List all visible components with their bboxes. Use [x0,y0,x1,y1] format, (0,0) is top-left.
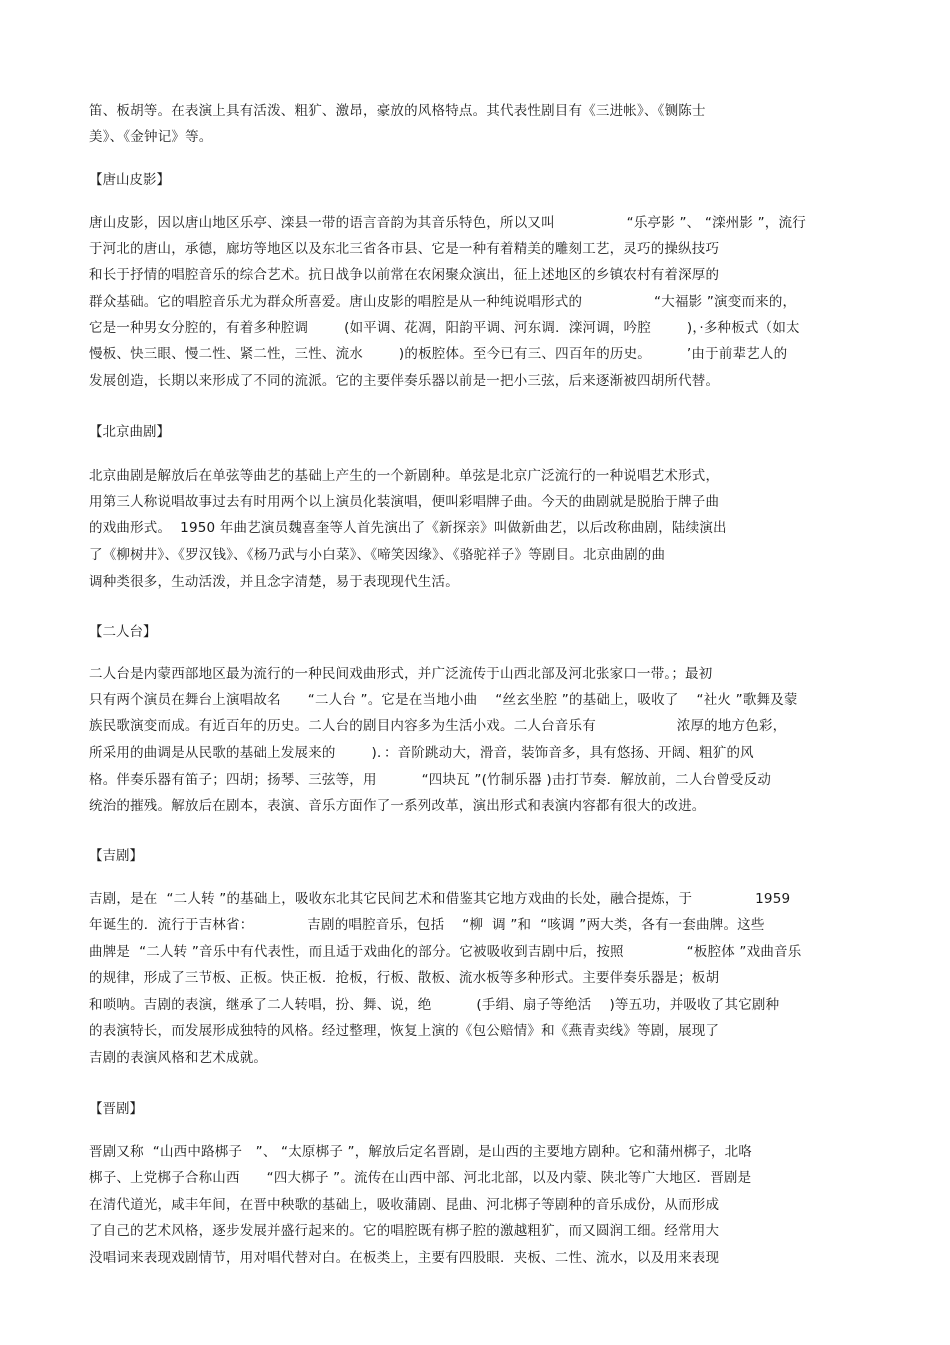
text-line: 了《柳树井》、《罗汉钱》、《杨乃武与小白菜》、《啼笑因缘》、《骆驼祥子》等剧目。北京曲剧的曲 [89,547,666,563]
text-line: 它是一种男女分腔的，有着多种腔调 (如平调、花凋，阳韵平调、河东调．滦河调，吟腔 )，·多种板式（如太 [89,320,800,336]
text-line: 美》、《金钟记》等。 [89,129,213,145]
text-line: 统治的摧残。解放后在剧本，表演、音乐方面作了一系列改革，演出形式和表演内容都有很大的改进。 [89,798,706,814]
text-line: 族民歌演变而成。有近百年的历史。二人台的剧目内容多为生活小戏。二人台音乐有 浓厚的地方色彩， [89,718,787,734]
text-line: 发展创造，长期以来形成了不同的流派。它的主要伴奏乐器以前是一把小三弦，后来逐渐被四胡所代替。 [89,373,720,389]
text-line: 二人台是内蒙西部地区最为流行的一种民间戏曲形式，并广泛流传于山西北部及河北张家口一带。；最初 [89,666,713,682]
text-line: 年诞生的．流行于吉林省： 吉剧的唱腔音乐，包括 “柳 调 ”和 “咳调 ”两大类，各有一套曲牌。这些 [89,917,765,933]
text-line: 吉剧，是在 “二人转 ”的基础上，吸收东北其它民间艺术和借鉴其它地方戏曲的长处，融合提炼，于 1959 [89,891,791,907]
section-heading-errentai: 【二人台】 [89,624,157,640]
text-line: 群众基础。它的唱腔音乐尤为群众所喜爱。唐山皮影的唱腔是从一种纯说唱形式的 “大福影 ”演变而来的， [89,294,797,310]
text-line: 的表演特长，而发展形成独特的风格。经过整理，恢复上演的《包公赔情》和《燕青卖线》等剧，展现了 [89,1023,720,1039]
text-line: 了自己的艺术风格，逐步发展并盛行起来的。它的唱腔既有梆子腔的激越粗犷，而又圆润工细。经常用大 [89,1223,720,1239]
text-line: 北京曲剧是解放后在单弦等曲艺的基础上产生的一个新剧种。单弦是北京广泛流行的一种说唱艺术形式， [89,468,720,484]
section-heading-beijing-quju: 【北京曲剧】 [89,424,170,440]
text-line: 只有两个演员在舞台上演唱故名 “二人台 ”。它是在当地小曲 “丝玄坐腔 ”的基础上，吸收了 “社火 ”歌舞及蒙 [89,692,798,708]
text-line: 格。伴奏乐器有笛子；四胡；扬琴、三弦等，用 “四块瓦 ”(竹制乐器 )击打节奏．解放前，二人台曾受反动 [89,772,772,788]
text-line: 笛、板胡等。在表演上具有活泼、粗犷、激昂，豪放的风格特点。其代表性剧目有《三进帐》、《铡陈士 [89,103,706,119]
text-line: 没唱词来表现戏剧情节，用对唱代替对白。在板类上，主要有四股眼．夹板、二性、流水，以及用来表现 [89,1250,720,1266]
text-line: 于河北的唐山，承德，廊坊等地区以及东北三省各市县、它是一种有着精美的雕刻工艺，灵巧的操纵技巧 [89,241,720,257]
text-line: 所采用的曲调是从民歌的基础上发展来的 )．：音阶跳动大，滑音，装饰音多，具有悠扬、开阔、粗犷的风 [89,745,754,761]
text-line: 和长于抒情的唱腔音乐的综合艺术。抗日战争以前常在农闲聚众演出，征上述地区的乡镇农村有着深厚的 [89,267,720,283]
text-line: 用第三人称说唱故事过去有时用两个以上演员化装演唱，便叫彩唱牌子曲。今天的曲剧就是脱胎于牌子曲 [89,494,720,510]
text-line: 调种类很多，生动活泼，并且念字清楚，易于表现现代生活。 [89,574,459,590]
text-line: 和唢呐。吉剧的表演，继承了二人转唱，扮、舞、说，绝 (手绢、扇子等绝活 )等五功，并吸收了其它剧种 [89,997,780,1013]
text-line: 的戏曲形式。 1950 年曲艺演员魏喜奎等人首先演出了《新探亲》叫做新曲艺，以后改称曲剧，陆续演出 [89,520,727,536]
text-line: 吉剧的表演风格和艺术成就。 [89,1050,268,1066]
section-heading-tangshan-piying: 【唐山皮影】 [89,172,170,188]
section-heading-jiju: 【吉剧】 [89,848,143,864]
text-line: 唐山皮影，因以唐山地区乐亭、滦县一带的语言音韵为其音乐特色，所以又叫 “乐亭影 ”、 “滦州影 ”，流行 [89,215,806,231]
text-line: 的规律，形成了三节板、正板。快正板．抢板，行板、散板、流水板等多种形式。主要伴奏乐器是；板胡 [89,970,720,986]
text-line: 晋剧又称 “山西中路梆子 ”、 “太原梆子 ”，解放后定名晋剧，是山西的主要地方剧种。它和蒲州梆子，北咯 [89,1144,753,1160]
text-line: 梆子、上党梆子合称山西 “四大梆子 ”。流传在山西中部、河北北部，以及内蒙、陕北等广大地区．晋剧是 [89,1170,752,1186]
text-line: 慢板、快三眼、慢二性、紧二性，三性、流水 )的板腔体。至今已有三、四百年的历史。 ’由于前辈艺人的 [89,346,788,362]
text-line: 曲牌是 “二人转 ”音乐中有代表性，而且适于戏曲化的部分。它被吸收到吉剧中后，按照 “板腔体 ”戏曲音乐 [89,944,802,960]
text-line: 在清代道光，咸丰年间，在晋中秧歌的基础上，吸收蒲剧、昆曲、河北梆子等剧种的音乐成份，从而形成 [89,1197,720,1213]
section-heading-jinju: 【晋剧】 [89,1101,143,1117]
